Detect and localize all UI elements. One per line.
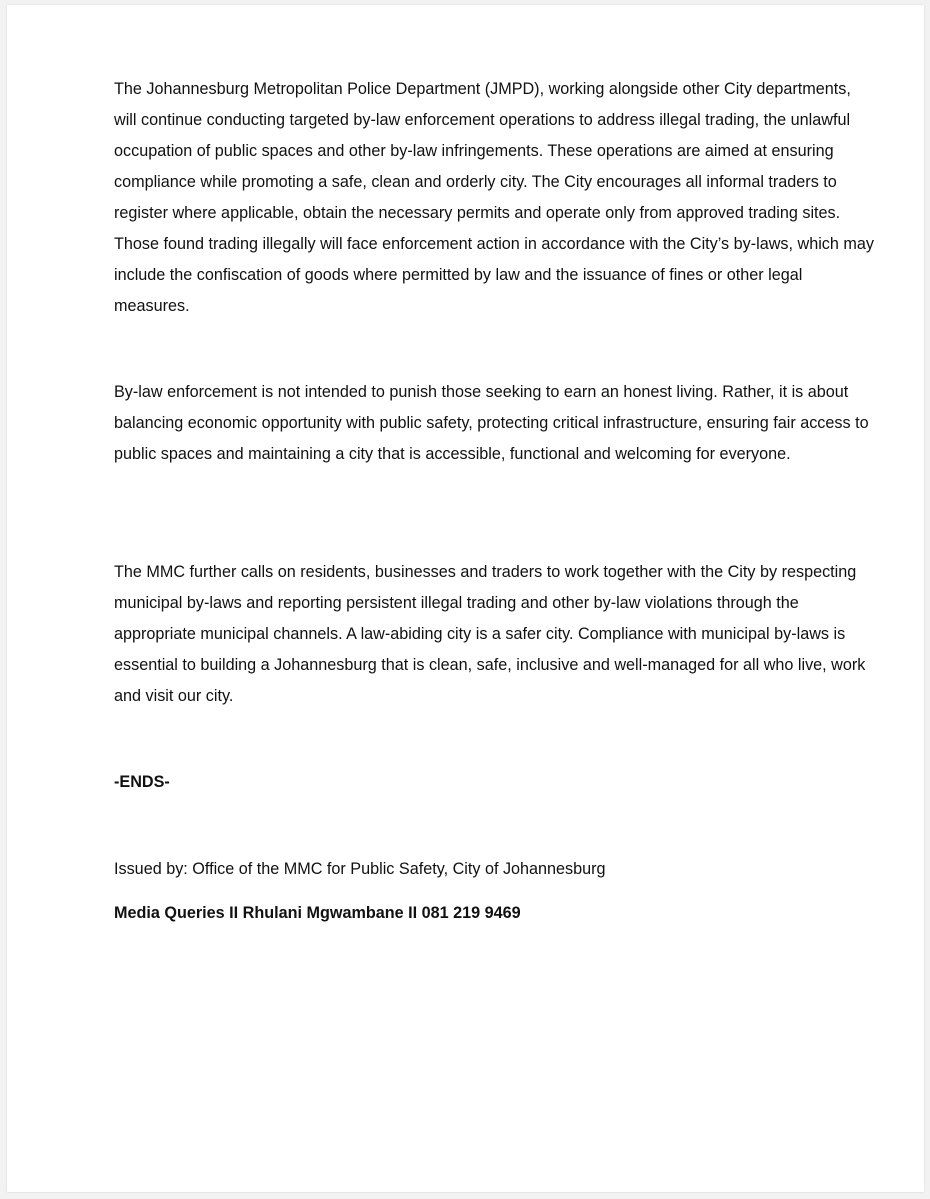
document-page [7, 5, 924, 1192]
ends-marker: -ENDS- [114, 773, 170, 791]
paragraph-balancing-opportunity: By-law enforcement is not intended to punish those seeking to earn an honest living. Rather, it is about balancing economic opportunity with public safety, protecting critical infrastructure, ensuring fair access to public spaces and maintaining a city that is accessible, functional and welcoming for everyone. [114, 383, 869, 463]
paragraph-call-to-residents: The MMC further calls on residents, businesses and traders to work together with the City by respecting municipal by-laws and reporting persistent illegal trading and other by-law violations through the appropriate municipal channels. A law-abiding city is a safer city. Compliance with municipal by-laws is essential to building a Johannesburg that is clean, safe, inclusive and well-managed for all who live, work and visit our city. [114, 563, 866, 705]
media-queries-contact: Media Queries II Rhulani Mgwambane II 081 219 9469 [114, 904, 521, 922]
paragraph-enforcement-operations: The Johannesburg Metropolitan Police Department (JMPD), working alongside other City departments, will continue conducting targeted by-law enforcement operations to address illegal trading, the unlawful occupation of public spaces and other by-law infringements. These operations are aimed at ensuring compliance while promoting a safe, clean and orderly city. The City encourages all informal traders to register where applicable, obtain the necessary permits and operate only from approved trading sites. Those found trading illegally will face enforcement action in accordance with the City’s by-laws, which may include the confiscation of goods where permitted by law and the issuance of fines or other legal measures. [114, 80, 874, 315]
issued-by-line: Issued by: Office of the MMC for Public Safety, City of Johannesburg [114, 860, 606, 878]
